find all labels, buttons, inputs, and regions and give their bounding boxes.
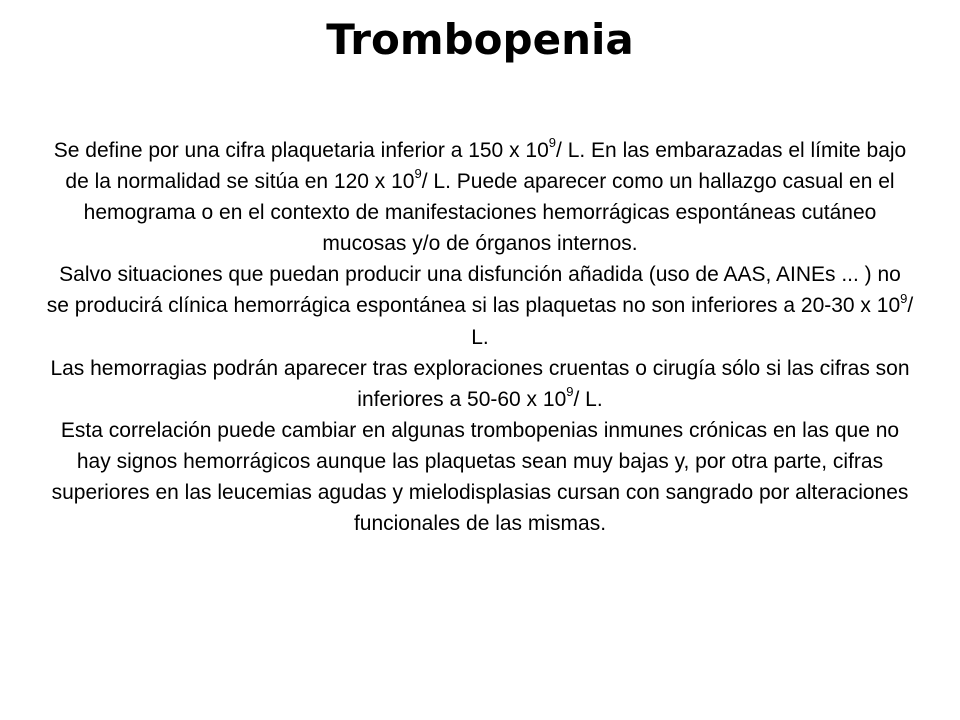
paragraph-correlation-note [46, 415, 914, 539]
text-segment: / L. [471, 294, 914, 349]
superscript-exponent: 9 [548, 135, 557, 151]
superscript-exponent: 9 [566, 383, 574, 399]
text-segment: Las hemorragias podrán aparecer tras exploraciones cruentas o cirugía sólo si las cifras son inferiores a 50-60 x 10 [50, 356, 910, 411]
superscript-exponent: 9 [900, 290, 908, 306]
text-segment: / L. Puede aparecer como un hallazgo casual en el hemograma o en el contexto de manifestaciones hemorrágicas espontáneas cutáneo mucosas y/o de órganos internos. [83, 170, 895, 256]
paragraph-definition [46, 135, 914, 259]
text-segment: Se define por una cifra plaquetaria inferior a 150 x 10 [53, 139, 549, 162]
text-segment: / L. [573, 387, 603, 411]
slide-body [46, 135, 914, 539]
text-segment: / L. En las embarazadas el límite bajo de la normalidad se sitúa en 120 x 10 [65, 139, 907, 194]
paragraph-clinical-threshold [46, 259, 914, 352]
paragraph-surgical-threshold [46, 353, 914, 415]
text-segment: Esta correlación puede cambiar en algunas trombopenias inmunes crónicas en las que no hay signos hemorrágicos aunque las plaquetas sean muy bajas y, por otra parte, cifras superiores en las leucemias agudas y mielodisplasias cursan con sangrado por alteraciones funcionales de las mismas. [51, 418, 909, 536]
text-segment: Salvo situaciones que puedan producir una disfunción añadida (uso de AAS, AINEs ... ) no se producirá clínica hemorrágica espontánea si las plaquetas no son inferiores a 20-30 x 10 [46, 263, 901, 318]
slide-title: Trombopenia [326, 15, 634, 64]
superscript-exponent: 9 [414, 166, 422, 182]
